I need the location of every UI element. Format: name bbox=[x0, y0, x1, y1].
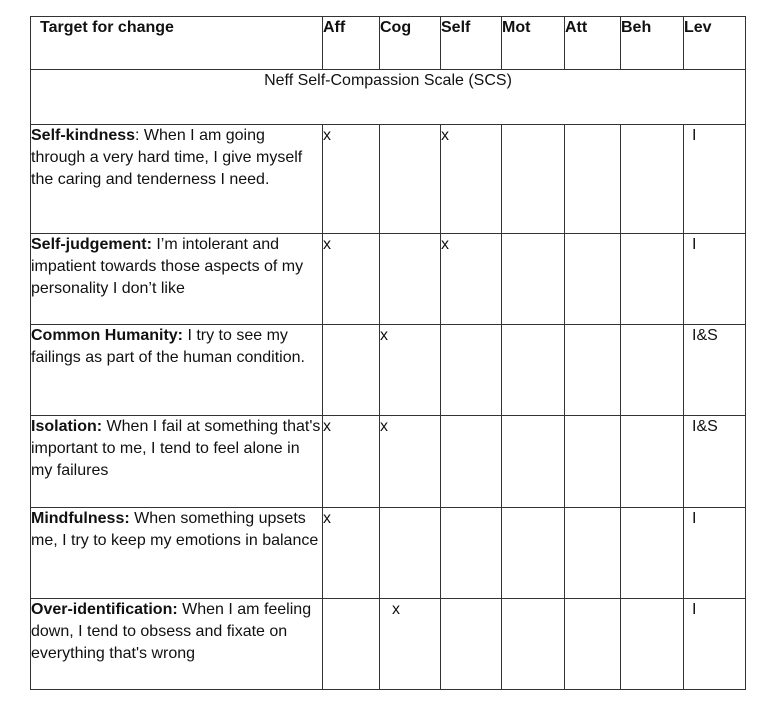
self-cell bbox=[441, 508, 502, 599]
target-cell bbox=[31, 125, 323, 234]
header-att: Att bbox=[565, 17, 621, 70]
aff-cell: x bbox=[323, 125, 380, 234]
att-cell bbox=[565, 325, 621, 416]
beh-cell bbox=[621, 234, 684, 325]
table-row bbox=[31, 416, 746, 508]
target-text: When I fail at something that's important to me, I tend to feel alone in my failures bbox=[31, 418, 321, 479]
beh-cell bbox=[621, 325, 684, 416]
target-term: Over-identification: bbox=[31, 601, 178, 618]
lev-cell: I&S bbox=[684, 416, 746, 508]
target-sep: : bbox=[135, 127, 140, 144]
header-lev: Lev bbox=[684, 17, 746, 70]
aff-cell: x bbox=[323, 508, 380, 599]
self-cell bbox=[441, 325, 502, 416]
table-row bbox=[31, 325, 746, 416]
mot-cell bbox=[502, 508, 565, 599]
target-text: I try to see my failings as part of the human condition. bbox=[31, 327, 305, 366]
header-target: Target for change bbox=[31, 17, 323, 70]
target-term: Common Humanity: bbox=[31, 327, 183, 344]
header-self: Self bbox=[441, 17, 502, 70]
cog-cell bbox=[380, 125, 441, 234]
mot-cell bbox=[502, 234, 565, 325]
target-term: Self-judgement: bbox=[31, 236, 152, 253]
target-cell bbox=[31, 416, 323, 508]
target-term: Mindfulness: bbox=[31, 510, 130, 527]
aff-cell bbox=[323, 325, 380, 416]
beh-cell bbox=[621, 125, 684, 234]
cog-cell: x bbox=[380, 599, 441, 690]
att-cell bbox=[565, 416, 621, 508]
header-cog: Cog bbox=[380, 17, 441, 70]
cog-cell: x bbox=[380, 325, 441, 416]
self-cell: x bbox=[441, 125, 502, 234]
lev-cell: I bbox=[684, 508, 746, 599]
self-cell bbox=[441, 416, 502, 508]
aff-cell: x bbox=[323, 234, 380, 325]
header-aff: Aff bbox=[323, 17, 380, 70]
att-cell bbox=[565, 508, 621, 599]
table-row bbox=[31, 599, 746, 690]
scs-table bbox=[30, 16, 746, 690]
mot-cell bbox=[502, 599, 565, 690]
target-cell bbox=[31, 325, 323, 416]
header-mot: Mot bbox=[502, 17, 565, 70]
att-cell bbox=[565, 234, 621, 325]
lev-cell: I bbox=[684, 599, 746, 690]
target-text: When I am going through a very hard time, I give myself the caring and tenderness I need. bbox=[31, 127, 303, 188]
target-cell bbox=[31, 599, 323, 690]
target-cell bbox=[31, 508, 323, 599]
target-text: When I am feeling down, I tend to obsess and fixate on everything that's wrong bbox=[31, 601, 312, 662]
section-title: Neff Self-Compassion Scale (SCS) bbox=[31, 70, 746, 125]
table-row bbox=[31, 234, 746, 325]
beh-cell bbox=[621, 508, 684, 599]
aff-cell bbox=[323, 599, 380, 690]
cog-cell: x bbox=[380, 416, 441, 508]
self-cell bbox=[441, 599, 502, 690]
beh-cell bbox=[621, 416, 684, 508]
cog-cell bbox=[380, 234, 441, 325]
mot-cell bbox=[502, 125, 565, 234]
target-text: I’m intolerant and impatient towards those aspects of my personality I don’t like bbox=[31, 236, 304, 297]
att-cell bbox=[565, 125, 621, 234]
target-cell bbox=[31, 234, 323, 325]
cog-cell bbox=[380, 508, 441, 599]
beh-cell bbox=[621, 599, 684, 690]
header-beh: Beh bbox=[621, 17, 684, 70]
mot-cell bbox=[502, 416, 565, 508]
self-cell: x bbox=[441, 234, 502, 325]
target-text: When something upsets me, I try to keep my emotions in balance bbox=[31, 510, 319, 549]
att-cell bbox=[565, 599, 621, 690]
mot-cell bbox=[502, 325, 565, 416]
header-row bbox=[31, 17, 746, 70]
lev-cell: I&S bbox=[684, 325, 746, 416]
aff-cell: x bbox=[323, 416, 380, 508]
lev-cell: I bbox=[684, 125, 746, 234]
table-row bbox=[31, 125, 746, 234]
section-row bbox=[31, 70, 746, 125]
target-term: Self-kindness bbox=[31, 127, 136, 144]
table-row bbox=[31, 508, 746, 599]
target-term: Isolation: bbox=[31, 418, 103, 435]
lev-cell: I bbox=[684, 234, 746, 325]
